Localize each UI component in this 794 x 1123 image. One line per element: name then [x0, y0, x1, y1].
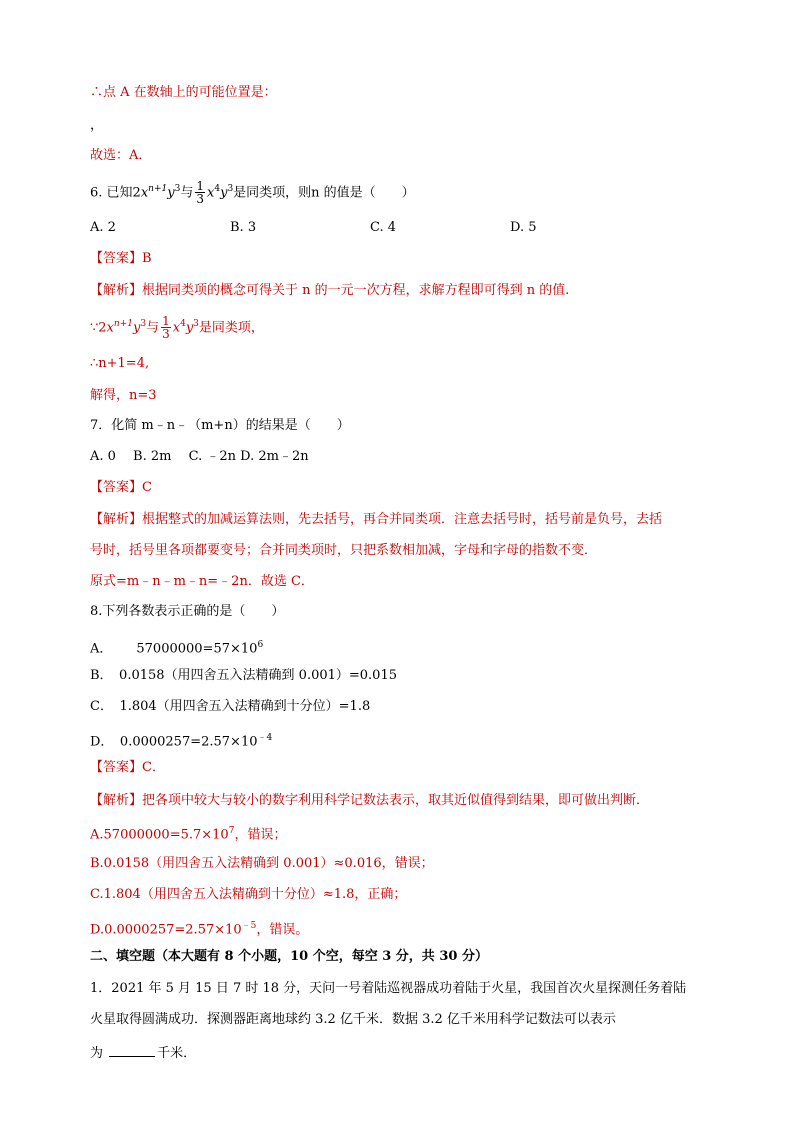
choice-a	[90, 636, 263, 658]
term-exp: 4	[180, 319, 186, 329]
choice-label: A．	[90, 641, 113, 657]
fill-question-1-line: 火星取得圆满成功．探测器距离地球约 3.2 亿千米．数据 3.2 亿千米用科学记数法可以表示	[90, 1012, 616, 1027]
term-exp: 3	[227, 184, 234, 194]
term-exp: 3	[140, 319, 147, 329]
term-var: x	[140, 185, 149, 201]
connector-text: 与	[180, 185, 194, 201]
term-var: x	[106, 320, 114, 336]
fraction-denominator: 3	[196, 192, 204, 207]
fill-question-1-line: 1．2021 年 5 月 15 日 7 时 18 分，天问一号着陆巡视器成功着陆于火星，我国首次火星探测任务着陆	[90, 981, 687, 996]
term-exp: 4	[214, 184, 221, 194]
fill-suffix: 千米．	[157, 1046, 197, 1061]
term-coef: 2	[98, 320, 107, 336]
text-line: 故选：A．	[90, 148, 152, 163]
term-var: y	[167, 185, 175, 201]
choice-b: B. 3	[230, 220, 257, 235]
choice-c: C. 4	[370, 220, 397, 235]
choice-c: C． 1.804（用四舍五入法精确到十分位）=1.8	[90, 699, 371, 714]
analysis-item-c: C.1.804（用四舍五入法精确到十分位）≈1.8，正确；	[90, 887, 407, 902]
question-8-stem: 8.下列各数表示正确的是（ ）	[90, 604, 285, 619]
analysis-step: 解得，n=3	[90, 388, 157, 403]
analysis-item-text: A.57000000=5.7×10	[90, 827, 229, 843]
analysis-step	[90, 315, 264, 340]
fill-prefix: 为	[90, 1046, 104, 1061]
exponent: ﹣5	[241, 921, 257, 931]
term-var: x	[172, 320, 181, 336]
analysis-item-suffix: ，错误；	[234, 827, 287, 843]
question-6-suffix: 是同类项，则n 的值是（ ）	[233, 185, 415, 201]
fraction-numerator: 1	[162, 314, 170, 329]
section-heading: 二、填空题（本大题有 8 个小题，10 个空，每空 3 分，共 30 分）	[90, 949, 488, 964]
analysis-item-d	[90, 917, 308, 939]
analysis-text: 【解析】根据同类项的概念可得关于 n 的一元一次方程，求解方程即可得到 n 的值.	[90, 283, 570, 298]
question-7-choices: A. 0 B. 2m C. ﹣2n D. 2m﹣2n	[90, 449, 309, 464]
fraction	[161, 315, 171, 340]
term-exp: n+1	[113, 319, 133, 329]
because-suffix: 是同类项，	[198, 320, 264, 336]
choice-a: A. 2	[90, 220, 116, 235]
exponent: 7	[228, 826, 235, 836]
question-7-stem: 7．化简 m﹣n﹣（m+n）的结果是（ ）	[90, 418, 350, 433]
choice-d: D. 5	[510, 220, 537, 235]
text-line: ∴点 A 在数轴上的可能位置是：	[90, 85, 277, 100]
term-exp: 3	[193, 319, 199, 329]
question-6-stem	[90, 180, 415, 205]
answer-label: 【答案】B	[90, 251, 152, 266]
fraction-numerator: 1	[196, 179, 204, 194]
term-coef: 2	[132, 185, 141, 201]
because-symbol: ∵	[90, 320, 99, 336]
exponent: ﹣4	[257, 733, 273, 743]
choice-text: D． 0.0000257=2.57×10	[90, 734, 258, 750]
analysis-text: 【解析】把各项中较大与较小的数字利用科学记数法表示，取其近似值得到结果，即可做出判断．	[90, 793, 650, 808]
analysis-item-a	[90, 822, 286, 844]
term-exp: 3	[174, 184, 181, 194]
term-var: y	[132, 320, 141, 336]
fraction	[195, 180, 205, 205]
analysis-text: 【解析】根据整式的加减运算法则，先去括号，再合并同类项．注意去括号时，括号前是负号，去括	[90, 512, 663, 527]
analysis-text: 号时，括号里各项都要变号；合并同类项时，只把系数相加减，字母和字母的指数不变．	[90, 543, 598, 558]
term-var: y	[185, 320, 194, 336]
exponent: 6	[257, 640, 264, 650]
analysis-item-b: B.0.0158（用四舍五入法精确到 0.001）≈0.016，错误；	[90, 856, 434, 871]
analysis-step: ∴n+1=4,	[90, 356, 150, 371]
term-var: y	[220, 185, 228, 201]
question-6-prefix: 6. 已知	[90, 185, 133, 201]
answer-label: 【答案】C	[90, 480, 152, 495]
analysis-item-suffix: ，错误。	[256, 922, 309, 938]
fill-question-1-line	[90, 1043, 196, 1063]
text-line: ，	[90, 118, 104, 133]
answer-blank[interactable]	[109, 1043, 155, 1057]
answer-label: 【答案】C．	[90, 760, 165, 775]
choice-text: 57000000=57×10	[136, 641, 258, 657]
choice-d	[90, 729, 272, 751]
question-6-choices	[90, 220, 650, 235]
choice-b: B． 0.0158（用四舍五入法精确到 0.001）=0.015	[90, 668, 397, 683]
term-var: x	[207, 185, 215, 201]
analysis-result: 原式=m﹣n﹣m﹣n=﹣2n．故选 C．	[90, 574, 314, 589]
term-exp: n+1	[148, 184, 168, 194]
connector-text: 与	[146, 320, 160, 336]
fraction-denominator: 3	[162, 327, 170, 342]
analysis-item-text: D.0.0000257=2.57×10	[90, 922, 242, 938]
